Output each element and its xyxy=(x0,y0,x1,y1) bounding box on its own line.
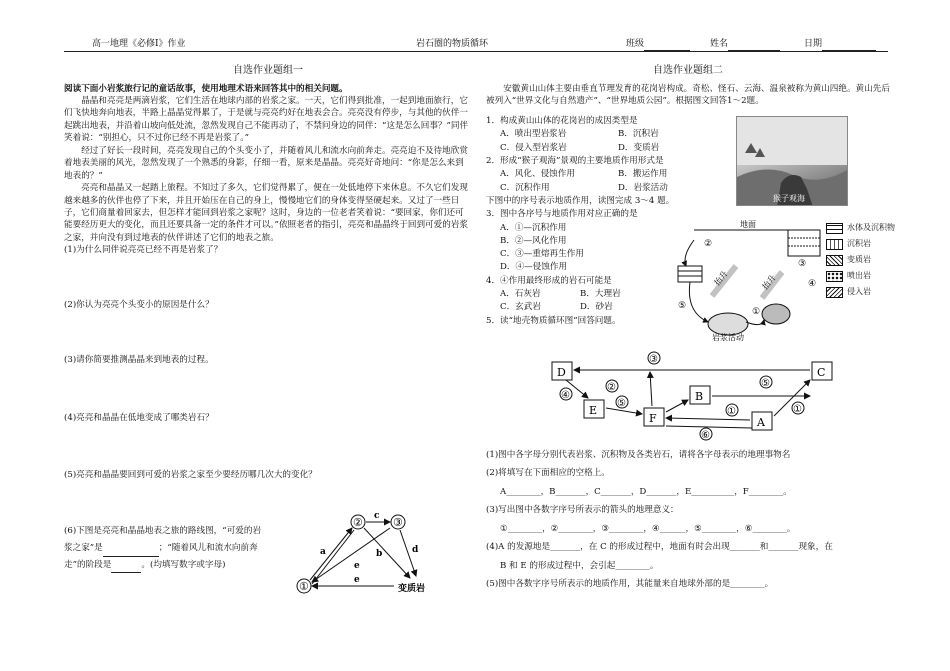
route-node-1-label: ① xyxy=(299,580,309,593)
story-para-2: 经过了好长一段时间，亮亮发现自己的个头变小了，并随着风儿和流水向前奔走。亮亮迫不及待地欣赏着地表美丽的风光，忽然发现了一个熟悉的身影，仔细一看，原来是晶晶。亮亮好奇地问：“你是怎么来到地表的？” xyxy=(64,145,468,181)
exercise-group-1 xyxy=(64,64,472,257)
name-field xyxy=(710,38,780,51)
arrow-F-A xyxy=(666,426,752,428)
box-F-label: F xyxy=(649,412,657,425)
q2-option-d[interactable]: D．岩浆活动 xyxy=(618,182,668,193)
magma-label: 岩浆活动 xyxy=(712,333,744,342)
q5-part-4-line1[interactable]: (4)A 的发源地是_______，在 C 的形成过程中，地面有时会出现_______和_______现象，在 xyxy=(486,542,833,553)
q34-lead: 下图中的序号表示地质作用，读图完成 3～4 题。 xyxy=(486,195,675,206)
class-label: 班级 xyxy=(626,39,645,49)
legend-intrusive: 侵入岩 xyxy=(826,284,895,300)
q5-stem: 5．读“地壳物质循环图”回答问题。 xyxy=(486,315,621,326)
flow-num-3: ③ xyxy=(649,354,658,365)
course-title: 高一地理《必修Ⅰ》作业 xyxy=(92,39,186,49)
photo-drawing xyxy=(737,117,848,206)
photo-sky xyxy=(737,117,848,165)
route-label-e1: e xyxy=(354,561,360,571)
q1-option-c[interactable]: C．侵入型岩浆岩 xyxy=(500,142,567,153)
q5-part-4-line2[interactable]: B 和 E 的形成过程中，会引起________。 xyxy=(500,560,659,571)
route-arrow-b xyxy=(364,528,410,578)
metamorphic-label: 变质岩 xyxy=(398,584,426,594)
legend-sedimentary: 沉积岩 xyxy=(826,236,895,252)
legend-water-sediment: 水体及沉积物 xyxy=(826,220,895,236)
q5-part-3: (3)写出图中各数字序号所表示的箭头的地理意义： xyxy=(486,505,679,516)
cycle-num-5: ⑤ xyxy=(678,301,687,311)
arrow-remelt xyxy=(746,320,764,325)
date-field xyxy=(804,38,876,51)
q6-line-2: 浆之家”是 ；“随着风儿和流水向前奔 xyxy=(64,540,261,557)
uplift-label-2: 抬升 xyxy=(760,273,778,292)
q3-option-b[interactable]: B．②—风化作用 xyxy=(500,235,567,246)
box-A-label: A xyxy=(757,416,765,429)
arrow-deposit xyxy=(685,240,694,266)
flow-num-2: ② xyxy=(607,382,616,393)
q4-option-d[interactable]: D．砂岩 xyxy=(580,302,613,313)
group2-intro: 安徽黄山山体主要由垂直节理发育的花岗岩构成。奇松、怪石、云海、温泉被称为黄山四绝。黄山先后被列入“世界文化与自然遗产”、“世界地质公园”。根据图文回答1～2题。 xyxy=(486,83,890,106)
q1-option-b[interactable]: B．沉积岩 xyxy=(618,129,659,140)
surface-label: 地面 xyxy=(740,220,756,229)
route-node-3-label: ③ xyxy=(393,516,403,529)
arrow-metamorph xyxy=(689,282,708,322)
q4-option-c[interactable]: C．玄武岩 xyxy=(500,302,541,313)
legend-extrusive: 喷出岩 xyxy=(826,268,895,284)
q1-option-d[interactable]: D．变质岩 xyxy=(618,142,660,153)
question-4: (4)亮亮和晶晶在低地变成了哪类岩石？ xyxy=(64,413,214,423)
route-label-d: d xyxy=(412,545,419,555)
arrow-F-B xyxy=(666,400,688,412)
magma-chamber xyxy=(708,313,748,335)
header-rule xyxy=(64,51,888,52)
monkey-viewing-sea-photo xyxy=(736,116,848,206)
group1-intro: 阅读下面小岩浆旅行记的童话故事，使用地理术语来回答其中的相关问题。 xyxy=(64,83,348,94)
question-6 xyxy=(64,523,261,573)
flow-num-1b: ① xyxy=(793,404,802,415)
route-arrow-a xyxy=(310,528,352,580)
q5-part-1: (1)图中各字母分别代表岩浆、沉积物及各类岩石，请将各字母表示的地理事物名 xyxy=(486,450,791,460)
q1-stem: 1．构成黄山山体的花岗岩的成因类型是 xyxy=(486,116,638,126)
q2-option-a[interactable]: A．风化、侵蚀作用 xyxy=(500,169,575,180)
route-label-b: b xyxy=(376,549,383,559)
arrow-A-F xyxy=(666,418,750,420)
box-D-label: D xyxy=(557,366,566,379)
name-blank[interactable] xyxy=(728,41,780,51)
cycle-num-3: ③ xyxy=(798,259,807,269)
q3-stem: 3．图中各序号与地质作用对应正确的是 xyxy=(486,209,638,220)
exercise-group-2 xyxy=(486,64,890,107)
cycle-num-1: ① xyxy=(752,307,761,317)
class-blank[interactable] xyxy=(644,41,690,51)
photo-caption: 猴子观海 xyxy=(773,194,805,203)
question-5-parts xyxy=(486,446,890,594)
q4-option-a[interactable]: A．石灰岩 xyxy=(500,289,541,300)
q5-part-2: (2)将填写在下面相应的空格上。 xyxy=(486,468,610,479)
q5-part-3-blanks[interactable]: ①________，②________，③________，④______，⑤________，⑥________。 xyxy=(500,523,796,534)
flow-num-6: ⑥ xyxy=(701,430,710,441)
rock-legend xyxy=(826,220,895,300)
box-C-label: C xyxy=(817,366,826,379)
group1-title: 自选作业题组一 xyxy=(233,65,303,76)
cycle-num-2: ② xyxy=(704,239,713,249)
box-B-label: B xyxy=(695,390,704,403)
story-para-1: 晶晶和亮亮是两滴岩浆，它们生活在地球内部的岩浆之家。一天，它们得到批准，一起到地面旅行，它们飞快地奔向地表，半路上晶晶觉得累了，于是就与亮亮约好在地表会合。亮亮没有停步，与其他的伙伴一起跳出地表，并沿着山坡向低处流，忽然发现自己不能再动了，不禁问身边的同伴：“这是怎么回事？”同伴笑着说：“别担心，只不过你已经不再是岩浆了。” xyxy=(64,95,469,144)
q3-option-a[interactable]: A．①—沉积作用 xyxy=(500,222,567,233)
route-label-c: c xyxy=(374,511,380,521)
legend-metamorphic: 变质岩 xyxy=(826,252,895,268)
arrow-A-C xyxy=(774,380,810,416)
q6-line-3: 走”的阶段是 。(均填写数字或字母) xyxy=(64,557,261,574)
name-label: 姓名 xyxy=(710,39,729,49)
q6-line-1: (6)下图是亮亮和晶晶地表之旅的路线图，“可爱的岩 xyxy=(64,526,262,536)
sedimentary-layer xyxy=(678,266,702,282)
arrow-F-D xyxy=(650,372,652,406)
q5-part-5[interactable]: (5)图中各数字序号所表示的地质作用，其能量来自地球外部的是________。 xyxy=(486,579,774,590)
route-label-e2: e xyxy=(354,575,360,585)
q4-option-b[interactable]: B．大理岩 xyxy=(580,289,621,300)
flow-num-1: ① xyxy=(727,406,736,417)
q2-stem: 2．形成“猴子观海”景观的主要地质作用形式是 xyxy=(486,155,664,166)
question-2: (2)你认为亮亮个头变小的原因是什么？ xyxy=(64,300,214,310)
group2-title: 自选作业题组二 xyxy=(653,65,723,76)
cycle-num-4: ④ xyxy=(808,279,817,289)
question-1: (1)为什么同伴说亮亮已经不再是岩浆了？ xyxy=(64,245,223,256)
flow-num-5b: ⑤ xyxy=(761,378,770,389)
q3-option-d[interactable]: D．④—侵蚀作用 xyxy=(500,262,568,273)
route-node-2-label: ② xyxy=(353,516,363,529)
class-field xyxy=(626,38,690,51)
metamorphic-blob xyxy=(762,304,790,324)
question-3: (3)请你简要推测晶晶来到地表的过程。 xyxy=(64,355,214,365)
date-blank[interactable] xyxy=(822,41,876,51)
route-diagram xyxy=(292,508,462,600)
route-label-a: a xyxy=(320,547,326,557)
sediment-block xyxy=(788,230,820,256)
crust-cycle-flow xyxy=(546,350,836,442)
story-para-3: 亮亮和晶晶又一起踏上旅程。不知过了多久，它们觉得累了，便在一处低地停下来休息。不久它们发现越来越多的伙伴也停了下来，并且开始压在自己的身上，慢慢地它们的身体变得坚硬起来。又过了一些日子，它们商量着回家去，但怎样才能回到岩浆之家呢？这时，身边的一位老者笑着说：“要回家，你们还可能要经历更大的变化，而且还要具备一定的条件才可以。”依照老者的指引，亮亮和晶晶终于回到可爱的岩浆之家，并向没有到过地表的伙伴讲述了它们的地表之旅。 xyxy=(64,183,469,243)
q1-option-a[interactable]: A．喷出型岩浆岩 xyxy=(500,129,567,140)
box-E-label: E xyxy=(589,404,598,417)
uplift-label-1: 抬升 xyxy=(712,269,730,288)
flow-num-4: ④ xyxy=(561,390,570,401)
question-5: (5)亮亮和晶晶要回到可爱的岩浆之家至少要经历哪几次大的变化？ xyxy=(64,470,317,480)
rock-cycle-section xyxy=(672,216,824,344)
q2-option-c[interactable]: C．沉积作用 xyxy=(500,182,550,193)
q6-blank-stage[interactable] xyxy=(111,563,141,573)
date-label: 日期 xyxy=(804,39,823,49)
q2-option-b[interactable]: B．搬运作用 xyxy=(618,169,668,180)
flow-num-5a: ⑤ xyxy=(617,398,626,409)
topic-title: 岩石圈的物质循环 xyxy=(416,39,489,49)
q3-option-c[interactable]: C．③—重熔再生作用 xyxy=(500,249,584,260)
q4-stem: 4．④作用最终形成的岩石可能是 xyxy=(486,275,612,286)
q6-blank-home[interactable] xyxy=(103,547,159,557)
q5-part-2-blanks[interactable]: A________，B_______，C_______，D_______，E__________，F________。 xyxy=(500,486,792,497)
